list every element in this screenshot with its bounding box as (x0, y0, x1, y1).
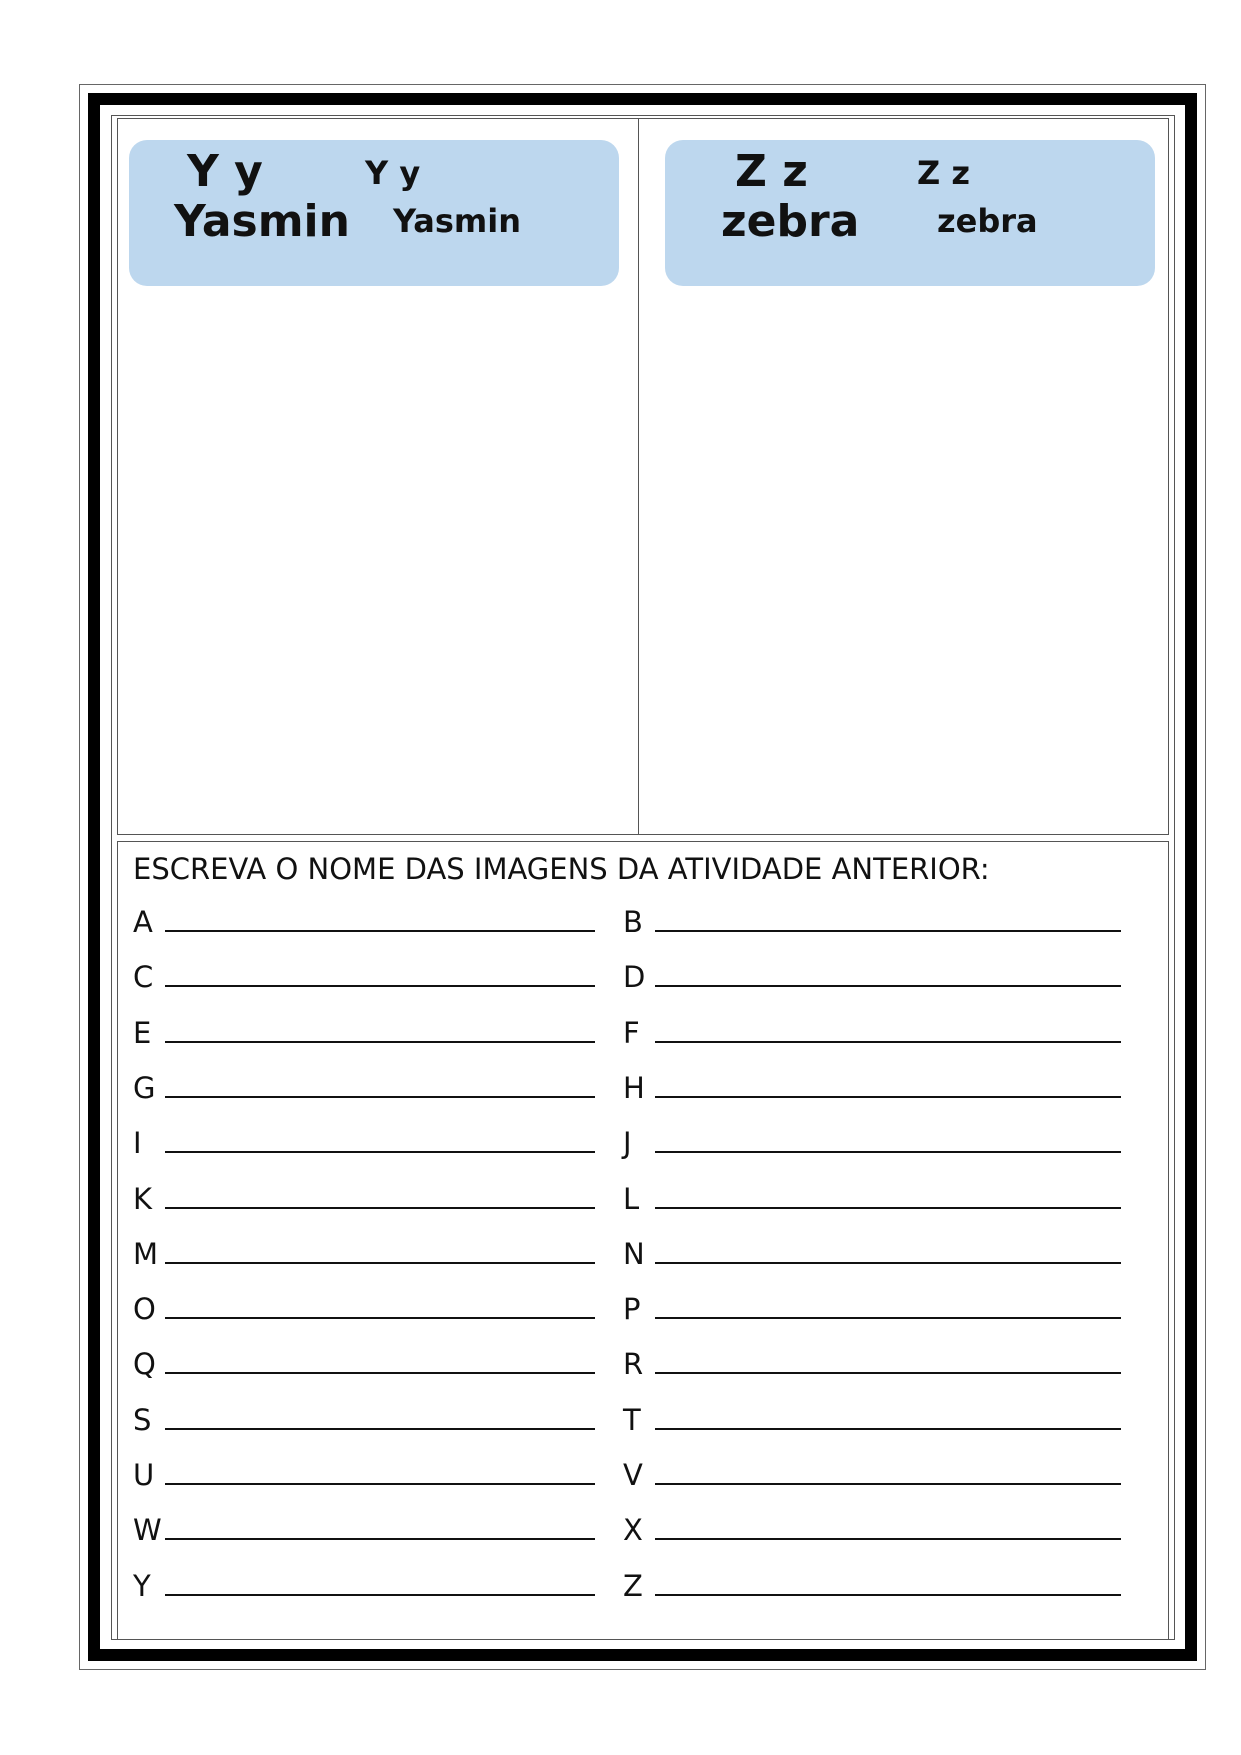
answer-row (133, 1119, 1133, 1159)
answer-row (133, 898, 1133, 938)
answer-row (133, 1285, 1133, 1325)
answer-write-line[interactable] (655, 1207, 1121, 1209)
answer-entry (133, 1230, 595, 1270)
answer-write-line[interactable] (655, 1041, 1121, 1043)
answer-entry (623, 1285, 1121, 1325)
answer-letter-label: F (623, 1015, 640, 1050)
answer-write-line[interactable] (655, 1538, 1121, 1540)
answer-row (133, 1506, 1133, 1546)
answer-letter-label: M (133, 1236, 159, 1271)
answer-write-line[interactable] (165, 1428, 595, 1430)
answer-write-line[interactable] (655, 1372, 1121, 1374)
answer-letter-label: S (133, 1402, 152, 1437)
answer-write-line[interactable] (655, 930, 1121, 932)
answer-row (133, 1009, 1133, 1049)
answer-letter-label: R (623, 1347, 644, 1382)
answer-entry (133, 1340, 595, 1380)
answer-entry (133, 1175, 595, 1215)
answer-row (133, 1340, 1133, 1380)
answer-row (133, 1064, 1133, 1104)
card-small-letter-pair: Z z (917, 154, 970, 192)
answer-write-line[interactable] (655, 1096, 1121, 1098)
answer-row (133, 953, 1133, 993)
answer-entry (623, 1396, 1121, 1436)
worksheet-instruction: ESCREVA O NOME DAS IMAGENS DA ATIVIDADE ANTERIOR: (133, 852, 990, 886)
card-big-word: zebra (721, 196, 860, 247)
answer-write-line[interactable] (165, 1538, 595, 1540)
answer-entry (133, 953, 595, 993)
answer-letter-label: E (133, 1015, 152, 1050)
card-big-letter-pair: Y y (187, 146, 263, 197)
answer-entry (133, 898, 595, 938)
answer-write-line[interactable] (165, 1151, 595, 1153)
answer-write-line[interactable] (655, 985, 1121, 987)
answer-letter-label: D (623, 960, 646, 995)
answer-entry (133, 1119, 595, 1159)
answer-write-line[interactable] (165, 1262, 595, 1264)
answer-write-line[interactable] (655, 1483, 1121, 1485)
answer-entry (133, 1285, 595, 1325)
answer-row (133, 1451, 1133, 1491)
answer-entry (133, 1064, 595, 1104)
answer-entry (623, 1562, 1121, 1602)
answer-letter-label: L (623, 1181, 640, 1216)
answer-letter-label: I (133, 1126, 142, 1161)
answer-letter-label: P (623, 1292, 641, 1327)
answer-entry (623, 953, 1121, 993)
answer-write-line[interactable] (655, 1594, 1121, 1596)
answer-write-line[interactable] (165, 1207, 595, 1209)
card-small-word: Yasmin (393, 202, 521, 240)
answer-write-line[interactable] (165, 1096, 595, 1098)
answer-entry (133, 1451, 595, 1491)
answer-write-line[interactable] (165, 1372, 595, 1374)
answer-write-line[interactable] (165, 930, 595, 932)
answer-letter-label: O (133, 1292, 156, 1327)
answer-write-line[interactable] (655, 1317, 1121, 1319)
answer-row (133, 1562, 1133, 1602)
answer-entry (623, 1064, 1121, 1104)
picture-area-divider (638, 118, 639, 835)
answer-entry (623, 1506, 1121, 1546)
answer-entry (133, 1562, 595, 1602)
card-big-letter-pair: Z z (735, 146, 808, 197)
answer-row (133, 1230, 1133, 1270)
answer-entry (623, 1009, 1121, 1049)
answer-entry (623, 898, 1121, 938)
answer-letter-label: N (623, 1236, 645, 1271)
answer-letter-label: X (623, 1513, 643, 1548)
answer-letter-label: H (623, 1070, 645, 1105)
answer-letter-label: B (623, 905, 643, 939)
answer-letter-label: Q (133, 1347, 156, 1382)
answer-entry (623, 1175, 1121, 1215)
answer-letter-label: K (133, 1181, 153, 1216)
answer-write-line[interactable] (165, 1594, 595, 1596)
answer-entry (133, 1009, 595, 1049)
answer-write-line[interactable] (165, 985, 595, 987)
answer-letter-label: A (133, 905, 153, 939)
answer-letter-label: V (623, 1458, 643, 1492)
answer-letter-label: T (623, 1402, 641, 1437)
answer-write-line[interactable] (165, 1483, 595, 1485)
answer-entry (623, 1119, 1121, 1159)
card-small-letter-pair: Y y (365, 154, 421, 192)
answer-letter-label: W (133, 1513, 162, 1548)
answer-row (133, 1396, 1133, 1436)
answer-entry (623, 1340, 1121, 1380)
answer-entry (133, 1506, 595, 1546)
card-big-word: Yasmin (174, 196, 350, 247)
answer-letter-label: Z (623, 1568, 643, 1603)
answer-letter-label: U (133, 1458, 155, 1492)
answer-entry (133, 1396, 595, 1436)
letter-card-z (665, 140, 1155, 286)
letter-card-y (129, 140, 619, 286)
answer-letter-label: Y (133, 1568, 151, 1603)
answer-write-line[interactable] (165, 1317, 595, 1319)
answer-letter-label: C (133, 960, 154, 995)
answer-write-line[interactable] (165, 1041, 595, 1043)
answer-letter-label: J (623, 1126, 632, 1161)
answer-entry (623, 1230, 1121, 1270)
answer-letter-label: G (133, 1070, 156, 1105)
answer-row (133, 1175, 1133, 1215)
answer-entry (623, 1451, 1121, 1491)
answer-write-line[interactable] (655, 1151, 1121, 1153)
card-small-word: zebra (937, 202, 1038, 240)
answer-write-line[interactable] (655, 1262, 1121, 1264)
answer-write-line[interactable] (655, 1428, 1121, 1430)
